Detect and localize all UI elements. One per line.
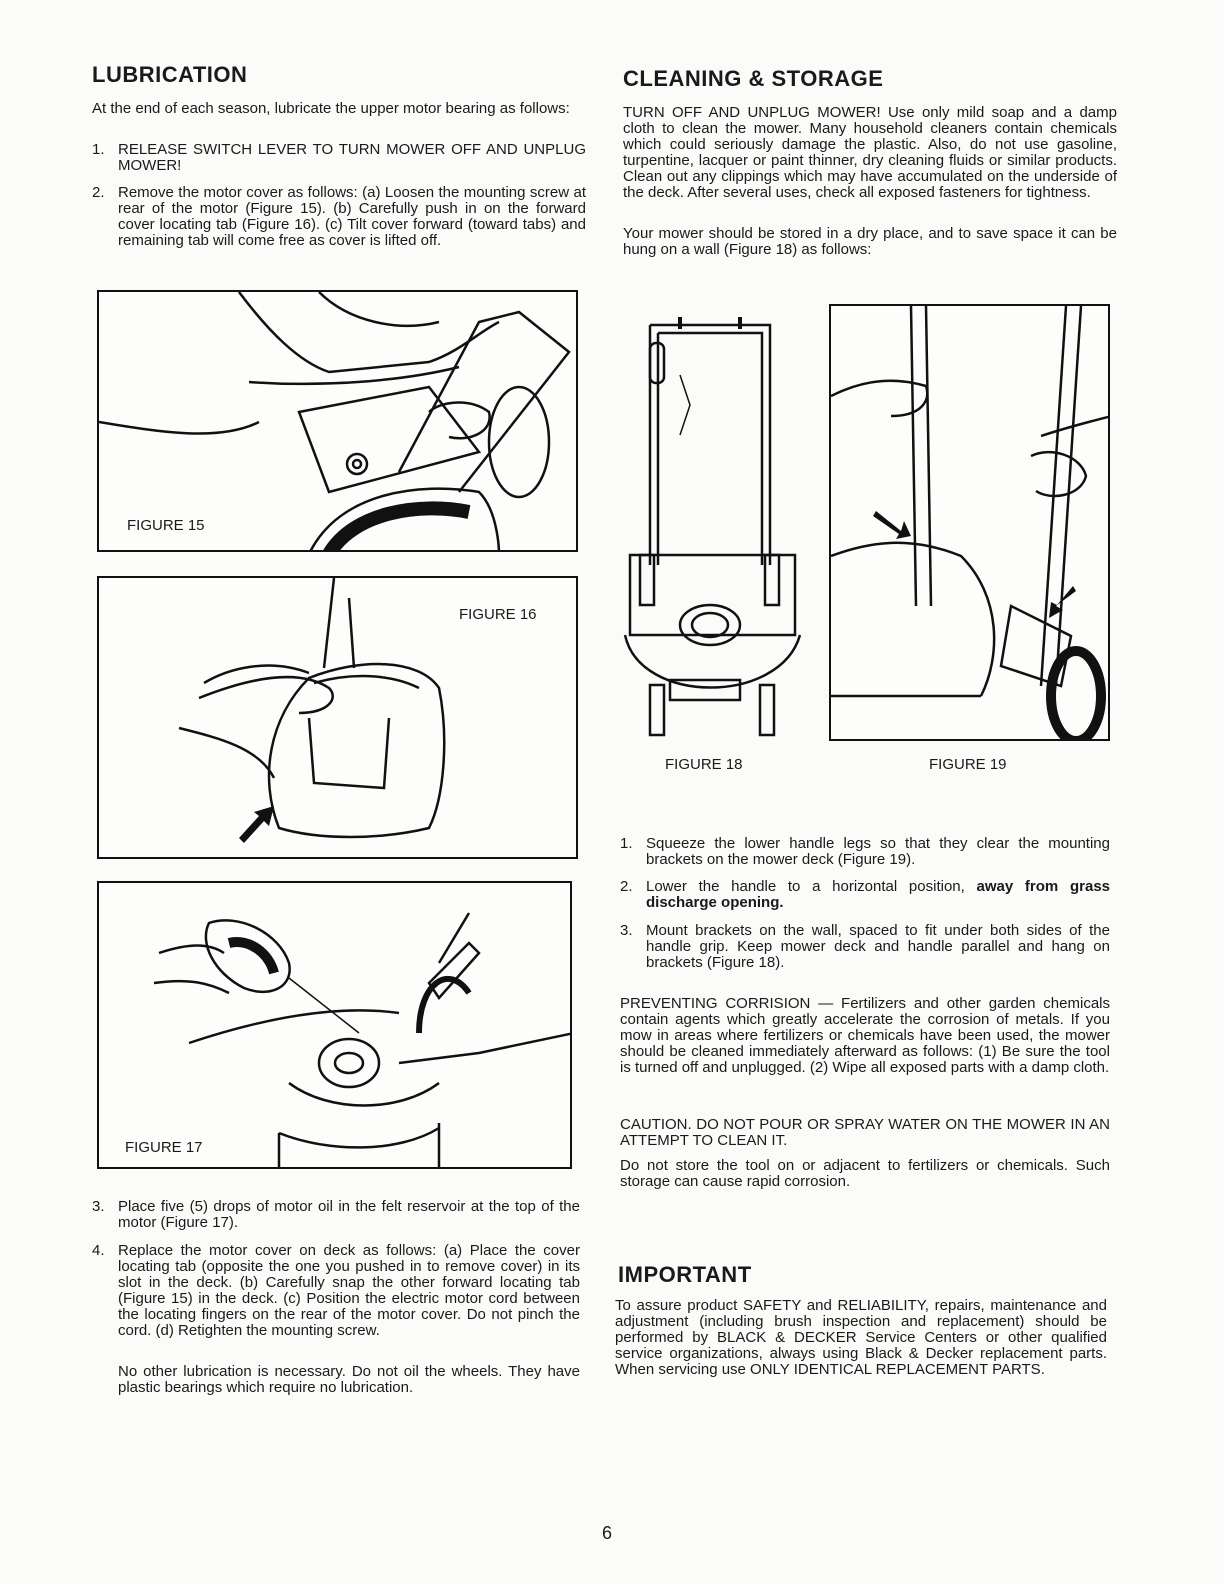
important-heading: IMPORTANT	[618, 1262, 752, 1287]
lubrication-step-1-number: 1.	[92, 141, 105, 158]
lubrication-heading: LUBRICATION	[92, 62, 248, 87]
lubrication-step-2: Remove the motor cover as follows: (a) Loosen the mounting screw at rear of the motor (Figure 15). (b) Carefully push in on the forward cover locating tab (Figure 16). (c) Tilt cover forward (toward tabs) and remaining tab will come free as cover is lifted off.	[118, 184, 586, 249]
lubrication-step-1: RELEASE SWITCH LEVER TO TURN MOWER OFF AND UNPLUG MOWER!	[118, 141, 586, 174]
storage-step-1-number: 1.	[620, 835, 633, 852]
figure-16-label: FIGURE 16	[459, 606, 537, 623]
page-number: 6	[602, 1523, 613, 1543]
storage-step-3-number: 3.	[620, 922, 633, 939]
storage-step-2-text: Lower the handle to a horizontal position,	[646, 878, 965, 895]
motor-screw-drawing	[99, 292, 578, 552]
storage-step-1: Squeeze the lower handle legs so that they clear the mounting brackets on the mower deck (Figure 19).	[646, 835, 1110, 868]
lubrication-step-3-number: 3.	[92, 1198, 105, 1215]
corrosion-paragraph: PREVENTING CORRISION — Fertilizers and other garden chemicals contain agents which greatly accelerate the corrosion of metals. If you mow in areas where fertilizers or chemicals have been used, the mower should be cleaned immediately afterward as follows: (1) Be sure the tool is turned off and unplugged. (2) Wipe all exposed parts with a damp cloth.	[620, 995, 1110, 1076]
cleaning-storage-heading: CLEANING & STORAGE	[623, 66, 884, 91]
lubrication-step-4-number: 4.	[92, 1242, 105, 1259]
figure-17-label: FIGURE 17	[125, 1139, 203, 1156]
figure-15-label: FIGURE 15	[127, 517, 205, 534]
lubrication-intro: At the end of each season, lubricate the upper motor bearing as follows:	[92, 100, 570, 117]
lubrication-step-3: Place five (5) drops of motor oil in the felt reservoir at the top of the motor (Figure 17).	[118, 1198, 580, 1231]
figure-15-illustration	[97, 290, 578, 552]
storage-step-2-number: 2.	[620, 878, 633, 895]
figure-19-illustration	[829, 304, 1110, 741]
oil-motor-drawing	[99, 883, 572, 1169]
figure-19-label: FIGURE 19	[929, 756, 1007, 773]
cleaning-paragraph: TURN OFF AND UNPLUG MOWER! Use only mild soap and a damp cloth to clean the mower. Many household cleaners contain chemicals which could seriously damage the plastic. Also, do not use gasoline, turpentine, lacquer or paint thinner, dry cleaning fluids or similar products. Clean out any clippings which may have accumulated on the underside of the deck. After several uses, check all exposed fasteners for tightness.	[623, 104, 1117, 201]
figure-18-illustration	[620, 305, 805, 740]
lubrication-step-2-number: 2.	[92, 184, 105, 201]
figure-18-label: FIGURE 18	[665, 756, 743, 773]
storage-paragraph: Your mower should be stored in a dry place, and to save space it can be hung on a wall (Figure 18) as follows:	[623, 225, 1117, 258]
figure-16-illustration	[97, 576, 578, 859]
storage-note: Do not store the tool on or adjacent to fertilizers or chemicals. Such storage can cause rapid corrosion.	[620, 1157, 1110, 1190]
hung-mower-drawing	[620, 305, 805, 740]
storage-step-3: Mount brackets on the wall, spaced to fit under both sides of the handle grip. Keep mower deck and handle parallel and hang on brackets (Figure 18).	[646, 922, 1110, 971]
lubrication-step-4: Replace the motor cover on deck as follows: (a) Place the cover locating tab (opposite the one you pushed in to remove cover) in its slot in the deck. (b) Carefully snap the other forward locating tab (Figure 15) in the deck. (c) Position the electric motor cord between the locating fingers on the rear of the motor cover. Do not pinch the cord. (d) Retighten the mounting screw.	[118, 1242, 580, 1339]
handle-squeeze-drawing	[831, 306, 1110, 741]
storage-step-2-emphasis: away from grass discharge opening.	[646, 878, 1110, 911]
figure-17-illustration	[97, 881, 572, 1169]
caution-paragraph: CAUTION. DO NOT POUR OR SPRAY WATER ON THE MOWER IN AN ATTEMPT TO CLEAN IT.	[620, 1116, 1110, 1149]
storage-step-2	[646, 879, 1110, 911]
lubrication-closing: No other lubrication is necessary. Do not oil the wheels. They have plastic bearings which require no lubrication.	[118, 1363, 580, 1396]
important-paragraph: To assure product SAFETY and RELIABILITY, repairs, maintenance and adjustment (including brush inspection and replacement) should be performed by BLACK & DECKER Service Centers or other qualified service organizations, always using Black & Decker replacement parts. When servicing use ONLY IDENTICAL REPLACEMENT PARTS.	[615, 1297, 1107, 1378]
